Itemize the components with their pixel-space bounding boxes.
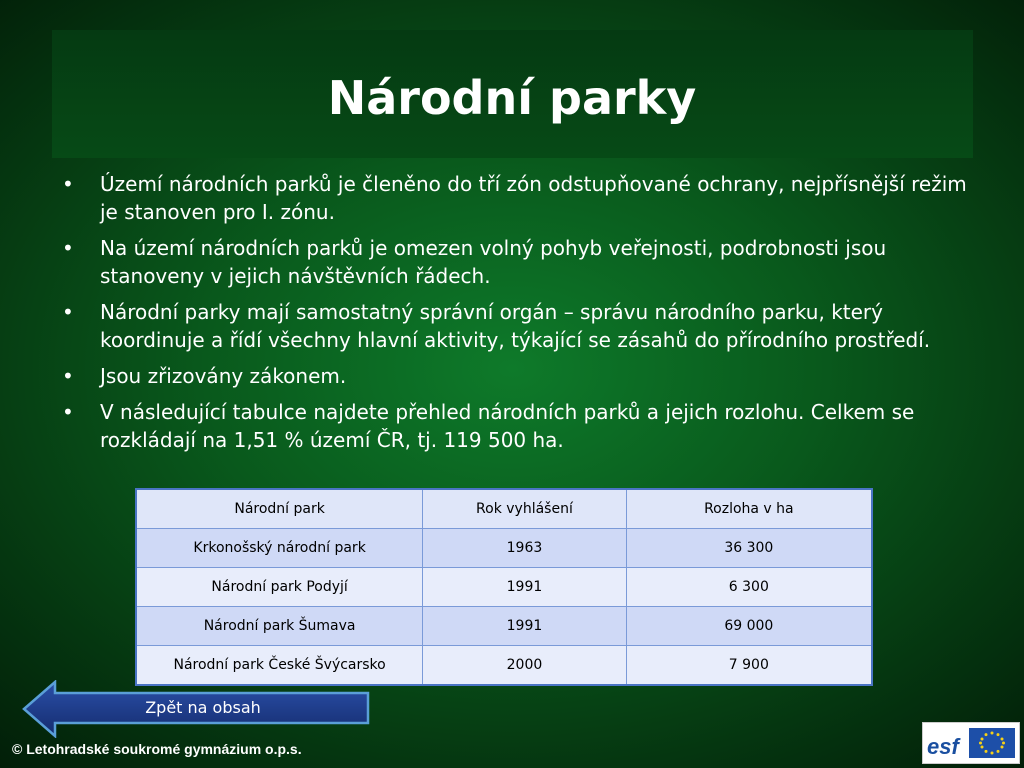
- cell-year: 2000: [423, 646, 626, 686]
- back-to-contents-button[interactable]: [22, 680, 372, 738]
- header-area: Rozloha v ha: [626, 489, 872, 529]
- cell-year: 1991: [423, 607, 626, 646]
- cell-area: 36 300: [626, 529, 872, 568]
- table-row: [136, 529, 872, 568]
- bullet-item: • V následující tabulce najdete přehled národních parků a jejich rozlohu. Celkem se rozkládají na 1,51 % území ČR, tj. 119 500 ha.: [60, 398, 980, 454]
- slide-title: Národní parky: [327, 71, 697, 125]
- bullet-item: • Národní parky mají samostatný správní orgán – správu národního parku, který koordinuje a řídí všechny hlavní aktivity, týkající se zásahů do přírodního prostředí.: [60, 298, 980, 354]
- esf-eu-logo: [922, 722, 1020, 764]
- bullet-item: • Území národních parků je členěno do tří zón odstupňované ochrany, nejpřísnější režim je stanoven pro I. zónu.: [60, 170, 980, 226]
- header-park: Národní park: [136, 489, 423, 529]
- cell-park: Národní park Podyjí: [136, 568, 423, 607]
- back-arrow-icon: [22, 680, 372, 738]
- bullet-list: [60, 170, 980, 462]
- cell-park: Národní park České Švýcarsko: [136, 646, 423, 686]
- national-parks-table: [135, 488, 873, 686]
- table-row: [136, 568, 872, 607]
- esf-logo-text: esf: [927, 734, 959, 759]
- cell-area: 69 000: [626, 607, 872, 646]
- bullet-item: • Jsou zřizovány zákonem.: [60, 362, 980, 390]
- back-button-label: Zpět na obsah: [145, 698, 261, 717]
- cell-park: Krkonošský národní park: [136, 529, 423, 568]
- cell-year: 1963: [423, 529, 626, 568]
- bullet-item: • Na území národních parků je omezen volný pohyb veřejnosti, podrobnosti jsou stanoveny v jejich návštěvních řádech.: [60, 234, 980, 290]
- footer-copyright: © Letohradské soukromé gymnázium o.p.s.: [12, 741, 302, 757]
- cell-area: 7 900: [626, 646, 872, 686]
- cell-area: 6 300: [626, 568, 872, 607]
- cell-year: 1991: [423, 568, 626, 607]
- table-header-row: [136, 489, 872, 529]
- cell-park: Národní park Šumava: [136, 607, 423, 646]
- header-year: Rok vyhlášení: [423, 489, 626, 529]
- table-row: [136, 607, 872, 646]
